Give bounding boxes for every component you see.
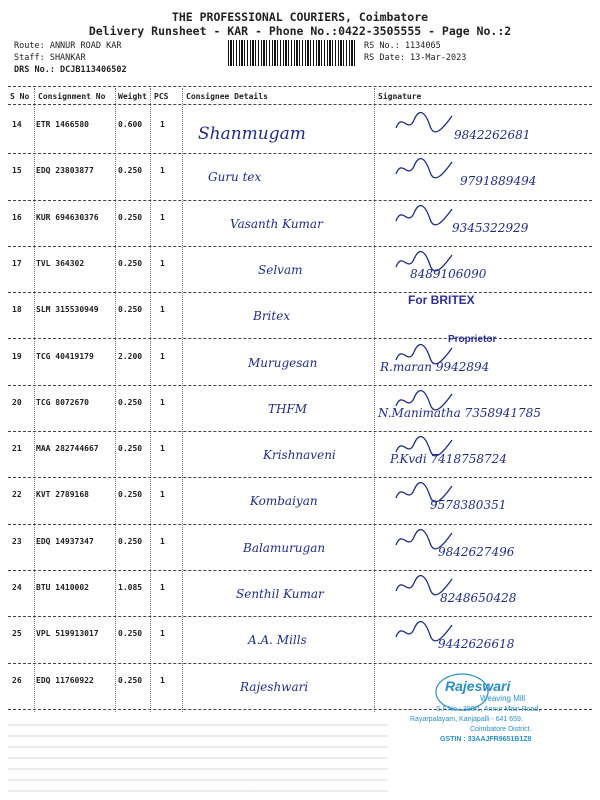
signature-scribble-icon [394,156,454,182]
rajeswari-stamp-address1: S.F.No : 399/1, Annur Main Road, [436,706,541,713]
row-signature: R.maran 9942894 [380,359,490,374]
row-pcs: 1 [160,166,165,176]
signature-scribble-icon [394,573,454,599]
col-pcs: PCS [154,92,169,101]
header-divider-top [8,86,592,87]
row-sno: 25 [12,629,22,639]
row-weight: 0.250 [118,629,143,639]
row-sno: 17 [12,258,22,268]
row-consignee-name: Rajeshwari [240,679,309,694]
row-consignee-name: Selvam [258,262,303,277]
row-pcs: 1 [160,490,165,500]
table-row [8,571,592,617]
barcode [228,40,356,66]
table-row [8,154,592,200]
row-pcs: 1 [160,305,165,315]
row-weight: 0.250 [118,166,143,176]
row-pcs: 1 [160,536,165,546]
route-label: Route: ANNUR ROAD KAR [14,41,122,51]
britex-stamp-bottom: Proprietor [448,334,497,345]
row-pcs: 1 [160,444,165,454]
row-weight: 0.250 [118,444,143,454]
rajeswari-stamp-address3: Coimbatore District. [470,726,532,733]
row-signature: 9578380351 [430,498,507,513]
signature-scribble-icon [394,342,454,368]
row-consignee-name: Murugesan [248,355,318,370]
row-consignment: KVT 2789168 [36,490,89,500]
row-consignment: EDQ 23803877 [36,166,94,176]
row-consignment: SLM 315530949 [36,305,99,315]
row-consignment: VPL 519913017 [36,629,99,639]
row-weight: 1.085 [118,583,143,592]
row-consignment: BTU 1410002 [36,583,89,592]
col-consignment: Consignment No [38,92,106,101]
col-weight: Weight [118,92,147,101]
row-consignment: TVL 364302 [36,258,85,268]
row-sno: 21 [12,444,22,454]
runsheet-subtitle: Delivery Runsheet - KAR - Phone No.:0422-3505555 - Page No.:2 [88,24,512,38]
rs-number: RS No.: 1134065 [364,41,441,51]
row-signature: 9345322929 [452,220,529,235]
rajeswari-stamp-name: Rajeswari [445,678,511,694]
table-row [8,525,592,571]
row-consignment: EDQ 11760922 [36,675,94,685]
row-signature: 8489106090 [410,266,487,281]
row-signature: 9791889494 [460,174,537,189]
row-consignment: KUR 694630376 [36,212,99,222]
row-weight: 0.250 [118,397,143,407]
col-signature: Signature [378,92,422,101]
row-signature: P.Kvdi 7418758724 [390,452,507,467]
signature-scribble-icon [394,110,454,136]
row-sno: 23 [12,536,22,546]
row-sno: 18 [12,305,22,315]
table-row [8,201,592,247]
row-pcs: 1 [160,629,165,639]
row-consignment: EDQ 14937347 [36,536,94,546]
table-row [8,478,592,524]
header-divider-bottom [8,104,592,105]
row-pcs: 1 [160,351,165,361]
row-weight: 0.250 [118,490,143,500]
row-signature: N.Manimatha 7358941785 [378,405,541,420]
rs-date: RS Date: 13-Mar-2023 [364,53,467,63]
row-consignment: TCG 8072670 [36,397,89,407]
row-pcs: 1 [160,397,165,407]
row-pcs: 1 [160,583,165,592]
rajeswari-stamp-address2: Rayarpalayam, Kanjapalli - 641 659. [410,716,523,723]
rajeswari-stamp-gstin: GSTIN : 33AAJFR9651B1Z8 [440,736,532,743]
table-row [8,340,592,386]
signature-scribble-icon [394,527,454,553]
table-row [8,293,592,339]
row-weight: 0.250 [118,212,143,222]
row-consignee-name: Senthil Kumar [236,587,324,601]
signature-scribble-icon [394,249,454,275]
table-row [8,247,592,293]
row-sno: 26 [12,675,22,685]
faint-footer-print [8,722,388,792]
row-sno: 14 [12,120,22,129]
row-weight: 0.250 [118,305,143,315]
col-sno: S No [10,92,30,101]
row-weight: 0.250 [118,536,143,546]
signature-scribble-icon [394,480,454,506]
row-consignee-name: Krishnaveni [263,448,336,463]
row-pcs: 1 [160,675,165,685]
rajeswari-stamp-sub: Weaving Mill [480,694,526,703]
row-sno: 22 [12,490,22,500]
row-consignment: ETR 1466580 [36,120,89,129]
table-row [8,617,592,663]
row-consignment: TCG 40419179 [36,351,94,361]
signature-scribble-icon [394,388,454,414]
row-weight: 2.200 [118,351,143,361]
row-consignee-name: Kombaiyan [250,494,318,509]
row-sno: 16 [12,212,22,222]
signature-scribble-icon [394,434,454,460]
drs-number: DRS No.: DCJB113406502 [14,65,127,75]
row-pcs: 1 [160,258,165,268]
runsheet-title: THE PROFESSIONAL COURIERS, Coimbatore [171,10,429,24]
row-signature: 8248650428 [440,591,517,605]
signature-scribble-icon [394,203,454,229]
signature-scribble-icon [394,619,454,645]
staff-label: Staff: SHANKAR [14,53,86,63]
row-signature: 9842262681 [454,128,531,142]
row-consignee-name: Shanmugam [198,124,306,144]
row-consignee-name: Britex [253,309,291,324]
row-consignee-name: Balamurugan [243,540,326,555]
row-weight: 0.600 [118,120,143,129]
row-signature: 9842627496 [438,544,515,559]
row-consignment: MAA 282744667 [36,444,99,454]
col-consignee-details: Consignee Details [186,92,268,101]
row-consignee-name: A.A. Mills [248,633,307,648]
row-consignee-name: Vasanth Kumar [230,216,323,231]
row-weight: 0.250 [118,258,143,268]
row-consignee-name: THFM [268,401,308,416]
row-consignee-name: Guru tex [208,170,262,185]
row-signature: 9442626618 [438,637,515,652]
row-sno: 20 [12,397,22,407]
row-weight: 0.250 [118,675,143,685]
row-sno: 15 [12,166,22,176]
row-sno: 24 [12,583,22,592]
row-pcs: 1 [160,212,165,222]
table-row [8,386,592,432]
britex-stamp-top: For BRITEX [408,293,475,307]
row-pcs: 1 [160,120,165,129]
row-sno: 19 [12,351,22,361]
table-row [8,432,592,478]
table-row [8,108,592,154]
